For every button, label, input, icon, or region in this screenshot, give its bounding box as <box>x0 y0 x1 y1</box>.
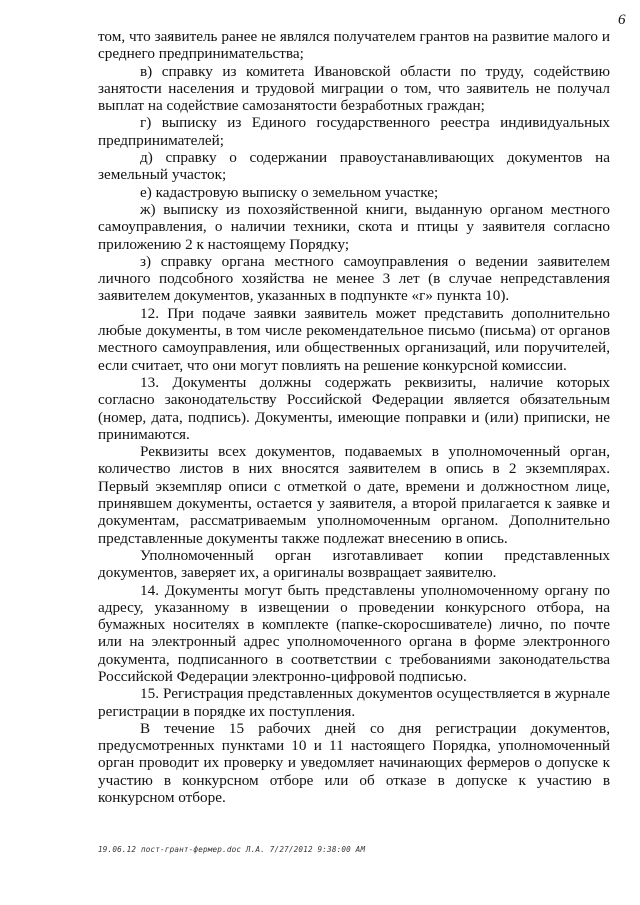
paragraph-copies: Уполномоченный орган изготавливает копии представленных документов, заверяет их, а оригиналы возвращает заявителю. <box>98 546 610 582</box>
paragraph-item-z: з) справку органа местного самоуправления о ведении заявителем личного подсобного хозяйства не менее 3 лет (в случае непредставления заявителем документов, указанных в подпункте «г» пункта 10). <box>98 252 610 305</box>
paragraph-item-e: е) кадастровую выписку о земельном участке; <box>140 183 439 201</box>
paragraph-clause-13: 13. Документы должны содержать реквизиты, наличие которых согласно законодательству Российской Федерации является обязательным (номер, дата, подпись). Документы, имеющие поправки и (или) приписки, не принимаются. <box>98 373 610 443</box>
page-number: 6 <box>618 12 626 28</box>
paragraph-clause-14: 14. Документы могут быть представлены уполномоченному органу по адресу, указанному в извещении о проведении конкурсного отбора, на бумажных носителях в комплекте (папке-скоросшивателе) лично, по почте или на электронный адрес уполномоченного органа в форме электронного документа, подписанного в соответствии с требованиями законодательства Российской Федерации электронно-цифровой подписью. <box>98 581 610 685</box>
paragraph-clause-15: 15. Регистрация представленных документов осуществляется в журнале регистрации в порядке их поступления. <box>98 685 610 720</box>
document-body <box>98 28 610 806</box>
paragraph-item-v: в) справку из комитета Ивановской области по труду, содействию занятости населения и трудовой миграции о том, что заявитель не получал выплат на содействие самозанятости безработных граждан; <box>98 62 610 115</box>
paragraph-requisites: Реквизиты всех документов, подаваемых в уполномоченный орган, количество листов в них вносятся заявителем в опись в 2 экземплярах. Первый экземпляр описи с отметкой о дате, времени и должностном лице, принявшем документы, остается у заявителя, а второй прилагается к заявке и документам, рассматриваемым уполномоченным органом. Дополнительно представленные документы также подлежат внесению в опись. <box>98 443 610 547</box>
paragraph-continuation: том, что заявитель ранее не являлся получателем грантов на развитие малого и среднего предпринимательства; <box>98 28 610 63</box>
document-footer: 19.06.12 пост-грант-фермер.doc Л.А. 7/27/2012 9:38:00 AM <box>98 845 366 854</box>
paragraph-review-period: В течение 15 рабочих дней со дня регистрации документов, предусмотренных пунктами 10 и 11 настоящего Порядка, уполномоченный орган проводит их проверку и уведомляет начинающих фермеров о допуске к участию в конкурсном отборе или об отказе в допуске к участию в конкурсном отборе. <box>98 719 610 807</box>
paragraph-item-d: д) справку о содержании правоустанавливающих документов на земельный участок; <box>98 149 610 184</box>
paragraph-clause-12: 12. При подаче заявки заявитель может представить дополнительно любые документы, в том числе рекомендательное письмо (письма) от органов местного самоуправления, или общественных организаций, или поручителей, если считает, что они могут повлиять на решение конкурсной комиссии. <box>98 304 610 374</box>
paragraph-item-g: г) выписку из Единого государственного реестра индивидуальных предпринимателей; <box>98 114 610 149</box>
paragraph-item-zh: ж) выписку из похозяйственной книги, выданную органом местного самоуправления, о наличии техники, скота и птицы у заявителя согласно приложению 2 к настоящему Порядку; <box>98 200 610 253</box>
